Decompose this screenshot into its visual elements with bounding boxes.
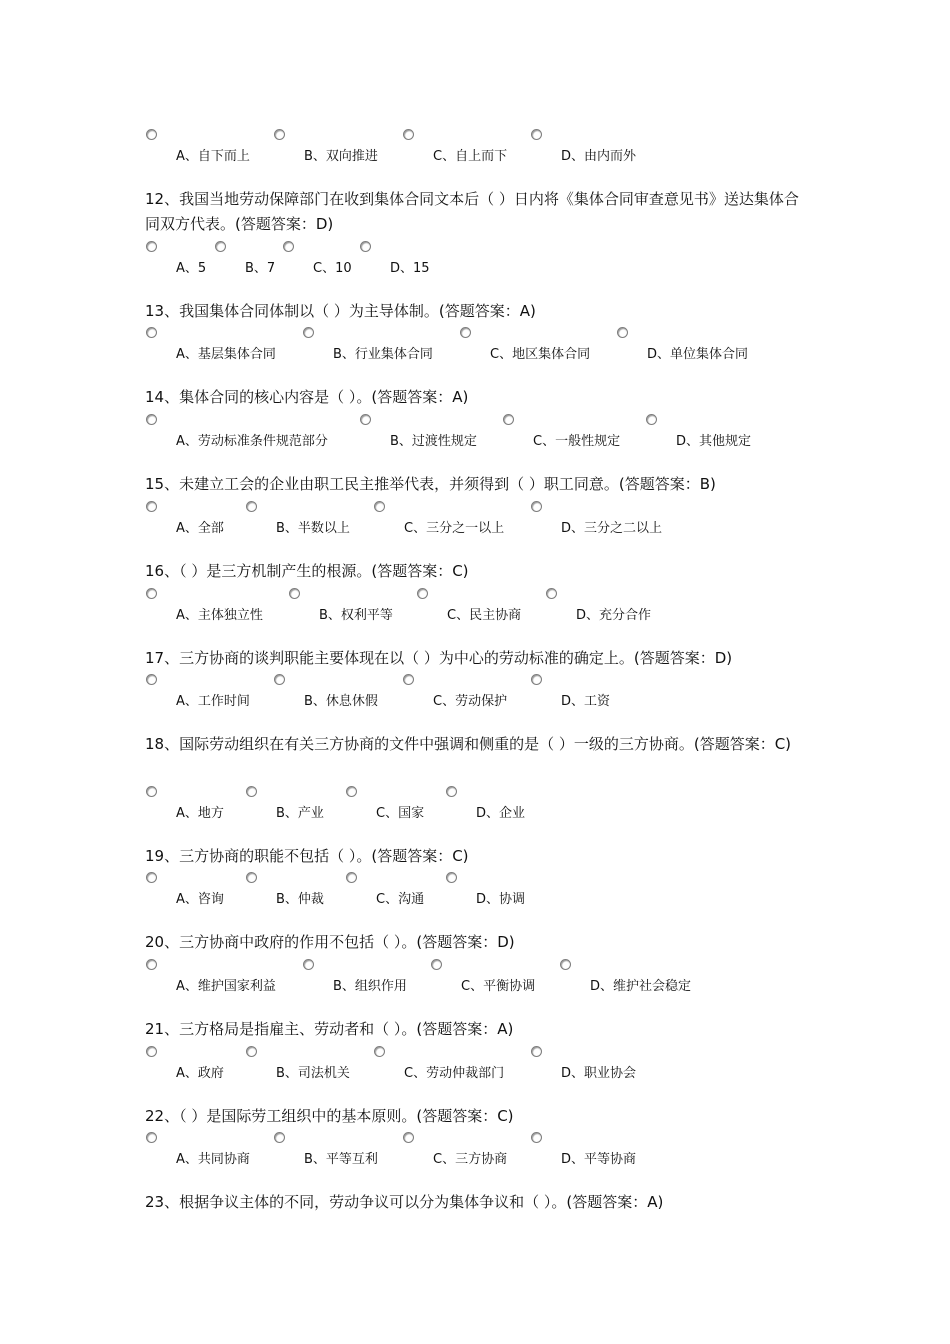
option-label: D、职业协会 <box>561 1066 637 1081</box>
question-text: 13、我国集体合同体制以（ ）为主导体制。(答题答案：A) <box>145 302 536 320</box>
option-label: D、工资 <box>561 694 611 709</box>
option-label: C、国家 <box>376 806 425 821</box>
option-label: C、民主协商 <box>447 608 522 623</box>
option-label: B、双向推进 <box>304 149 378 164</box>
option-label: B、权利平等 <box>319 608 393 623</box>
option-radio[interactable] <box>374 501 385 512</box>
option-radio[interactable] <box>146 129 157 140</box>
option-label: C、自上而下 <box>433 149 508 164</box>
option-label: A、自下而上 <box>176 149 250 164</box>
option-label: B、产业 <box>276 806 324 821</box>
option-radio[interactable] <box>403 129 414 140</box>
option-label: A、维护国家利益 <box>176 979 276 994</box>
option-label: A、咨询 <box>176 892 224 907</box>
option-radio[interactable] <box>146 1132 157 1143</box>
option-radio[interactable] <box>531 501 542 512</box>
option-radio[interactable] <box>403 674 414 685</box>
option-label: B、休息休假 <box>304 694 378 709</box>
option-label: D、15 <box>390 261 430 276</box>
option-label: A、劳动标准条件规范部分 <box>176 434 328 449</box>
option-label: B、半数以上 <box>276 521 350 536</box>
option-label: C、三分之一以上 <box>404 521 505 536</box>
option-label: D、单位集体合同 <box>647 347 749 362</box>
option-radio[interactable] <box>146 872 157 883</box>
option-radio[interactable] <box>215 241 226 252</box>
option-label: D、企业 <box>476 806 526 821</box>
option-label: D、其他规定 <box>676 434 752 449</box>
option-label: B、平等互利 <box>304 1152 378 1167</box>
option-label: D、平等协商 <box>561 1152 637 1167</box>
option-radio[interactable] <box>531 1132 542 1143</box>
option-label: A、地方 <box>176 806 224 821</box>
option-radio[interactable] <box>146 501 157 512</box>
option-label: C、劳动保护 <box>433 694 508 709</box>
question-text: 19、三方协商的职能不包括（ ）。(答题答案：C) <box>145 847 469 865</box>
option-radio[interactable] <box>531 1046 542 1057</box>
question-text: 15、未建立工会的企业由职工民主推举代表，并须得到（ ）职工同意。(答题答案：B) <box>145 475 716 493</box>
question-text: 17、三方协商的谈判职能主要体现在以（ ）为中心的劳动标准的确定上。(答题答案：D) <box>145 649 733 667</box>
question-text: 12、我国当地劳动保障部门在收到集体合同文本后（ ）日内将《集体合同审查意见书》送达集体合同双方代表。(答题答案：D) <box>145 190 799 233</box>
option-label: A、主体独立性 <box>176 608 263 623</box>
option-radio[interactable] <box>446 786 457 797</box>
option-label: C、平衡协调 <box>461 979 536 994</box>
option-radio[interactable] <box>346 872 357 883</box>
question-text: 21、三方格局是指雇主、劳动者和（ ）。(答题答案：A) <box>145 1020 514 1038</box>
option-radio[interactable] <box>560 959 571 970</box>
option-radio[interactable] <box>303 327 314 338</box>
option-radio[interactable] <box>374 1046 385 1057</box>
option-radio[interactable] <box>146 327 157 338</box>
option-label: D、充分合作 <box>576 608 652 623</box>
option-radio[interactable] <box>531 129 542 140</box>
option-label: D、协调 <box>476 892 526 907</box>
option-radio[interactable] <box>246 501 257 512</box>
option-label: C、地区集体合同 <box>490 347 591 362</box>
option-label: D、维护社会稳定 <box>590 979 692 994</box>
question-text: 20、三方协商中政府的作用不包括（ ）。(答题答案：D) <box>145 933 515 951</box>
option-radio[interactable] <box>403 1132 414 1143</box>
option-radio[interactable] <box>617 327 628 338</box>
option-label: B、7 <box>245 261 276 276</box>
option-label: B、司法机关 <box>276 1066 350 1081</box>
question-text: 23、根据争议主体的不同，劳动争议可以分为集体争议和（ ）。(答题答案：A) <box>145 1193 664 1211</box>
option-label: C、10 <box>313 261 352 276</box>
option-radio[interactable] <box>546 588 557 599</box>
option-label: A、工作时间 <box>176 694 250 709</box>
option-radio[interactable] <box>246 786 257 797</box>
option-label: C、一般性规定 <box>533 434 621 449</box>
option-radio[interactable] <box>431 959 442 970</box>
option-radio[interactable] <box>274 1132 285 1143</box>
question-text: 18、国际劳动组织在有关三方协商的文件中强调和侧重的是（ ）一级的三方协商。(答题答案：C) <box>145 735 792 753</box>
option-radio[interactable] <box>146 588 157 599</box>
option-radio[interactable] <box>460 327 471 338</box>
option-radio[interactable] <box>289 588 300 599</box>
option-label: B、过渡性规定 <box>390 434 477 449</box>
option-radio[interactable] <box>360 414 371 425</box>
option-radio[interactable] <box>303 959 314 970</box>
option-radio[interactable] <box>531 674 542 685</box>
option-label: A、全部 <box>176 521 224 536</box>
option-radio[interactable] <box>146 674 157 685</box>
option-radio[interactable] <box>274 129 285 140</box>
option-radio[interactable] <box>146 786 157 797</box>
option-label: C、劳动仲裁部门 <box>404 1066 505 1081</box>
option-label: A、共同协商 <box>176 1152 250 1167</box>
option-radio[interactable] <box>346 786 357 797</box>
option-radio[interactable] <box>146 241 157 252</box>
option-radio[interactable] <box>283 241 294 252</box>
option-label: B、行业集体合同 <box>333 347 433 362</box>
option-radio[interactable] <box>246 872 257 883</box>
option-label: D、三分之二以上 <box>561 521 663 536</box>
option-label: C、三方协商 <box>433 1152 508 1167</box>
option-radio[interactable] <box>146 1046 157 1057</box>
option-label: A、5 <box>176 261 207 276</box>
option-label: B、仲裁 <box>276 892 324 907</box>
option-label: C、沟通 <box>376 892 425 907</box>
question-text: 22、（ ）是国际劳工组织中的基本原则。(答题答案：C) <box>145 1107 514 1125</box>
option-radio[interactable] <box>274 674 285 685</box>
option-label: D、由内而外 <box>561 149 637 164</box>
option-label: A、政府 <box>176 1066 224 1081</box>
option-label: A、基层集体合同 <box>176 347 276 362</box>
option-radio[interactable] <box>417 588 428 599</box>
option-radio[interactable] <box>146 959 157 970</box>
option-radio[interactable] <box>446 872 457 883</box>
option-radio[interactable] <box>146 414 157 425</box>
option-radio[interactable] <box>246 1046 257 1057</box>
question-text: 14、集体合同的核心内容是（ ）。(答题答案：A) <box>145 388 469 406</box>
option-radio[interactable] <box>503 414 514 425</box>
option-label: B、组织作用 <box>333 979 407 994</box>
option-radio[interactable] <box>360 241 371 252</box>
option-radio[interactable] <box>646 414 657 425</box>
question-text: 16、（ ）是三方机制产生的根源。(答题答案：C) <box>145 562 469 580</box>
